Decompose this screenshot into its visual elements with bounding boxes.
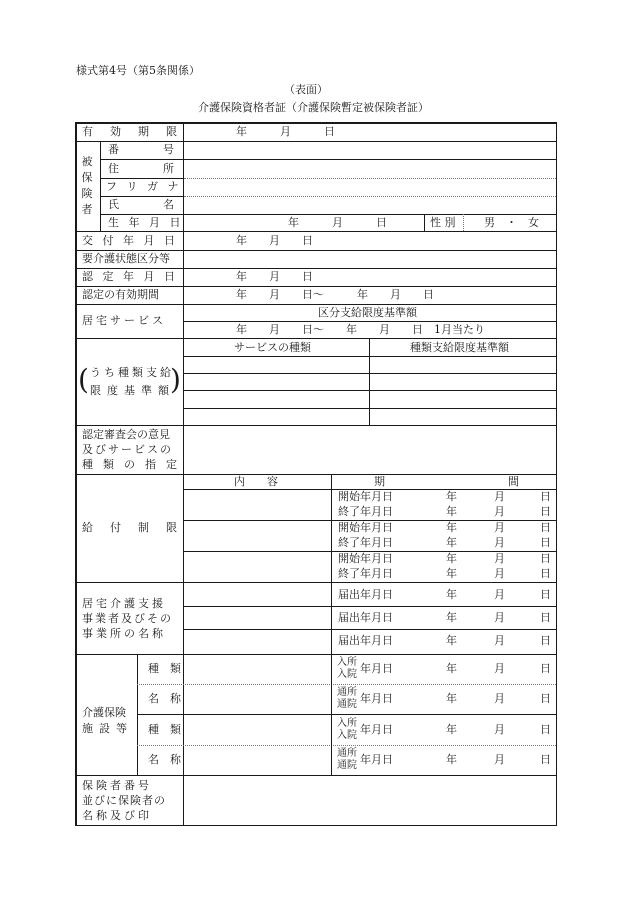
facility-name-label: 名 称: [148, 753, 181, 766]
insured-furigana-label: フ リ ガ ナ: [106, 180, 182, 193]
day-label: 日: [540, 692, 551, 705]
service-type-header: サービスの種類: [234, 341, 311, 354]
month-label: 月: [494, 490, 505, 503]
month-label: 月: [494, 505, 505, 518]
commute-label-1: 通所: [337, 687, 357, 698]
day-label: 日: [540, 753, 551, 766]
facility-label-1: 介護保険: [82, 706, 126, 719]
insurer-line3: 名称及び印: [82, 809, 152, 822]
month-label: 月: [494, 552, 505, 565]
year-label: 年: [446, 611, 457, 624]
year-label: 年: [446, 567, 457, 580]
insurer-line1: 保険者番号: [82, 779, 152, 792]
restriction-content-header: 内 容: [234, 475, 278, 488]
day-label: 日: [540, 588, 551, 601]
admit-label-2: 入院: [337, 730, 357, 741]
month-label: 月: [494, 536, 505, 549]
month-label: 月: [494, 662, 505, 675]
issue-date-label: 交 付 年 月 日: [82, 234, 178, 247]
certification-period-label: 認定の有効期間: [82, 288, 159, 301]
facility-label-2: 施設等: [82, 722, 133, 735]
limit-period[interactable]: 年 月 日～ 年 月 日 1月当たり: [236, 323, 485, 336]
insured-name-label: 氏 名: [108, 198, 174, 211]
month-label: 月: [494, 588, 505, 601]
day-label: 日: [540, 662, 551, 675]
start-date-label: 開始年月日: [338, 521, 393, 534]
validity-date[interactable]: 年 月 日: [236, 125, 335, 138]
admit-label-2: 入院: [337, 669, 357, 680]
type-limit-label-2: 限度基準額: [90, 384, 175, 397]
care-support-line3: 事業所の名称: [82, 627, 166, 640]
limit-amount-header: 区分支給限度基準額: [318, 306, 417, 319]
start-date-label: 開始年月日: [338, 552, 393, 565]
year-label: 年: [446, 536, 457, 549]
year-label: 年: [446, 490, 457, 503]
insured-birth-date[interactable]: 年 月 日: [288, 216, 387, 229]
year-label: 年: [446, 662, 457, 675]
end-date-label: 終了年月日: [338, 567, 393, 580]
insured-address-label: 住 所: [108, 162, 174, 175]
month-label: 月: [494, 753, 505, 766]
year-label: 年: [446, 723, 457, 736]
side-label: （表面）: [284, 83, 328, 96]
facility-name-label: 名 称: [148, 692, 181, 705]
day-label: 日: [540, 536, 551, 549]
notified-date-label: 届出年月日: [338, 588, 393, 601]
end-date-label: 終了年月日: [338, 536, 393, 549]
certification-date[interactable]: 年 月 日: [236, 270, 313, 283]
day-label: 日: [540, 723, 551, 736]
ymd-label: 年月日: [360, 723, 393, 736]
bracket-left: (: [78, 363, 89, 396]
month-label: 月: [494, 567, 505, 580]
day-label: 日: [540, 490, 551, 503]
care-level-label: 要介護状態区分等: [82, 252, 170, 265]
restriction-period-header-2: 間: [508, 475, 519, 488]
day-label: 日: [540, 634, 551, 647]
care-support-line1: 居宅介護支援: [82, 597, 166, 610]
month-label: 月: [494, 521, 505, 534]
commute-label-1: 通所: [337, 748, 357, 759]
month-label: 月: [494, 634, 505, 647]
benefit-restriction-label: 給 付 制 限: [82, 521, 180, 534]
year-label: 年: [446, 552, 457, 565]
ymd-label: 年月日: [360, 662, 393, 675]
review-opinion-line1: 認定審査会の意見: [82, 428, 170, 441]
commute-label-2: 通院: [337, 760, 357, 771]
restriction-period-header-1: 期: [374, 475, 385, 488]
sex-label: 性 別: [430, 216, 456, 229]
type-limit-amount-header: 種類支給限度基準額: [410, 341, 509, 354]
year-label: 年: [446, 505, 457, 518]
admit-label-1: 入所: [337, 657, 357, 668]
care-support-line2: 事業者及びその: [82, 612, 173, 625]
certification-date-label: 認 定 年 月 日: [82, 270, 178, 283]
ymd-label: 年月日: [360, 753, 393, 766]
insured-birth-label: 生 年 月 日: [108, 216, 184, 229]
review-opinion-line2: 及びサービスの: [82, 443, 173, 456]
month-label: 月: [494, 692, 505, 705]
insured-group-label: 被 保 険 者: [81, 155, 93, 216]
type-limit-label-1: うち種類支給: [90, 366, 174, 379]
issue-date[interactable]: 年 月 日: [236, 234, 313, 247]
year-label: 年: [446, 521, 457, 534]
day-label: 日: [540, 552, 551, 565]
month-label: 月: [494, 611, 505, 624]
review-opinion-line3: 種類の指定: [82, 458, 187, 471]
notified-date-label: 届出年月日: [338, 634, 393, 647]
year-label: 年: [446, 588, 457, 601]
day-label: 日: [540, 611, 551, 624]
ymd-label: 年月日: [360, 692, 393, 705]
month-label: 月: [494, 723, 505, 736]
start-date-label: 開始年月日: [338, 490, 393, 503]
day-label: 日: [540, 505, 551, 518]
insured-number-label: 番 号: [108, 143, 174, 156]
day-label: 日: [540, 567, 551, 580]
bracket-right: ): [170, 363, 181, 396]
year-label: 年: [446, 692, 457, 705]
notified-date-label: 届出年月日: [338, 611, 393, 624]
home-service-label: 居宅サービス: [82, 314, 166, 327]
admit-label-1: 入所: [337, 718, 357, 729]
insurer-line2: 並びに保険者の: [82, 794, 166, 807]
validity-label: 有 効 期 限: [82, 125, 180, 138]
certification-period[interactable]: 年 月 日～ 年 月 日: [236, 288, 434, 301]
form-number: 様式第4号（第5条関係）: [76, 64, 200, 77]
year-label: 年: [446, 753, 457, 766]
facility-type-label: 種 類: [148, 662, 181, 675]
end-date-label: 終了年月日: [338, 505, 393, 518]
year-label: 年: [446, 634, 457, 647]
commute-label-2: 通院: [337, 699, 357, 710]
document-title: 介護保険資格者証（介護保険暫定被保険者証）: [198, 101, 429, 114]
day-label: 日: [540, 521, 551, 534]
facility-type-label: 種 類: [148, 723, 181, 736]
sex-options[interactable]: 男 ・ 女: [484, 216, 539, 229]
